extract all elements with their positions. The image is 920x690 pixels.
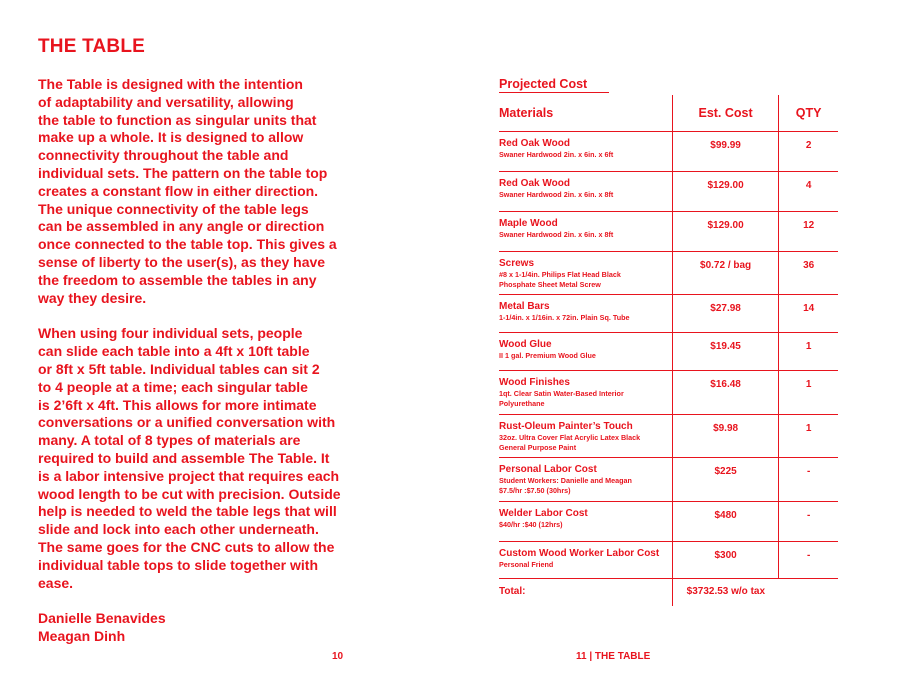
header-materials: Materials xyxy=(499,95,672,132)
est-cost-cell: $480 xyxy=(672,502,778,542)
cost-table xyxy=(499,95,838,606)
qty-cell: 1 xyxy=(779,415,838,458)
material-cell xyxy=(499,172,672,212)
material-name: Red Oak Wood xyxy=(499,178,570,189)
est-cost-cell: $300 xyxy=(672,542,778,579)
page-number-left: 10 xyxy=(332,651,344,662)
est-cost-cell: $16.48 xyxy=(672,371,778,415)
material-name: Personal Labor Cost xyxy=(499,464,597,475)
material-description: 32oz. Ultra Cover Flat Acrylic Latex Black General Purpose Paint xyxy=(499,433,641,452)
material-name: Maple Wood xyxy=(499,218,558,229)
material-description: 1-1/4in. x 1/16in. x 72in. Plain Sq. Tube xyxy=(499,313,630,322)
table-row xyxy=(499,212,838,252)
est-cost-cell: $129.00 xyxy=(672,212,778,252)
header-qty: QTY xyxy=(779,95,838,132)
material-name: Wood Finishes xyxy=(499,377,570,388)
material-cell xyxy=(499,252,672,295)
est-cost-cell: $129.00 xyxy=(672,172,778,212)
right-page xyxy=(499,75,839,606)
authors xyxy=(38,610,368,646)
material-cell xyxy=(499,371,672,415)
author-name: Meagan Dinh xyxy=(38,628,126,645)
material-name: Welder Labor Cost xyxy=(499,508,588,519)
body-paragraph-1: The Table is designed with the intention of adaptability and versatility, allowing the table to function as singular units that make up a whole. It is designed to allow connectivity throughout the table and individual sets. The pattern on the table top creates a constant flow in either direction. The unique connectivity of the table legs can be assembled in any angle or direction once connected to the table top. This gives a sense of liberty to the user(s), as they have the freedom to assemble the tables in any way they desire. xyxy=(38,76,337,306)
material-cell xyxy=(499,458,672,502)
page-title: THE TABLE xyxy=(38,36,145,57)
qty-cell: 1 xyxy=(779,333,838,371)
projected-cost-title: Projected Cost xyxy=(499,77,609,93)
table-header-row xyxy=(499,95,838,132)
material-name: Wood Glue xyxy=(499,339,552,350)
total-value: $3732.53 w/o tax xyxy=(672,579,778,607)
qty-cell: 4 xyxy=(779,172,838,212)
body-paragraph-2: When using four individual sets, people can slide each table into a 4ft x 10ft table or 8ft x 5ft table. Individual tables can sit 2 to 4 people at a time; each singular table is 2’6ft x 4ft. This allows for more intimate conversations or a unified conversation with many. A total of 8 types of materials are required to build and assemble The Table. It is a labor intensive project that requires each wood length to be cut with precision. Outside help is needed to weld the table legs that will slide and lock into each other underneath. The same goes for the CNC cuts to allow the individual table tops to slide together with ease. xyxy=(38,325,341,591)
material-cell xyxy=(499,295,672,333)
author-name: Danielle Benavides xyxy=(38,610,166,627)
qty-cell: 36 xyxy=(779,252,838,295)
est-cost-cell: $225 xyxy=(672,458,778,502)
material-name: Custom Wood Worker Labor Cost xyxy=(499,548,660,559)
material-description: II 1 gal. Premium Wood Glue xyxy=(499,351,596,360)
material-description: $40/hr :$40 (12hrs) xyxy=(499,520,563,529)
material-cell xyxy=(499,132,672,172)
cost-rows xyxy=(499,132,838,579)
material-cell xyxy=(499,502,672,542)
material-name: Metal Bars xyxy=(499,301,550,312)
est-cost-cell: $27.98 xyxy=(672,295,778,333)
page-number-right: 11 | THE TABLE xyxy=(576,651,651,662)
total-row xyxy=(499,579,838,607)
table-row xyxy=(499,415,838,458)
qty-cell: - xyxy=(779,502,838,542)
header-est-cost: Est. Cost xyxy=(672,95,778,132)
table-row xyxy=(499,542,838,579)
material-description: Personal Friend xyxy=(499,560,554,569)
table-row xyxy=(499,132,838,172)
table-row xyxy=(499,333,838,371)
table-row xyxy=(499,458,838,502)
qty-cell: 1 xyxy=(779,371,838,415)
qty-cell: - xyxy=(779,458,838,502)
material-description: Swaner Hardwood 2in. x 6in. x 8ft xyxy=(499,230,614,239)
material-description: 1qt. Clear Satin Water-Based Interior Polyurethane xyxy=(499,389,624,408)
material-name: Screws xyxy=(499,258,535,269)
est-cost-cell: $99.99 xyxy=(672,132,778,172)
est-cost-cell: $0.72 / bag xyxy=(672,252,778,295)
qty-cell: 14 xyxy=(779,295,838,333)
left-page xyxy=(38,36,368,646)
table-row xyxy=(499,295,838,333)
material-description: Swaner Hardwood 2in. x 6in. x 6ft xyxy=(499,150,614,159)
total-label: Total: xyxy=(499,586,526,597)
material-cell xyxy=(499,542,672,579)
table-row xyxy=(499,172,838,212)
qty-cell: 2 xyxy=(779,132,838,172)
material-name: Rust-Oleum Painter’s Touch xyxy=(499,421,633,432)
material-cell xyxy=(499,212,672,252)
est-cost-cell: $9.98 xyxy=(672,415,778,458)
table-row xyxy=(499,502,838,542)
table-row xyxy=(499,371,838,415)
qty-cell: - xyxy=(779,542,838,579)
table-row xyxy=(499,252,838,295)
material-description: Swaner Hardwood 2in. x 6in. x 8ft xyxy=(499,190,614,199)
material-cell xyxy=(499,415,672,458)
qty-cell: 12 xyxy=(779,212,838,252)
material-description: Student Workers: Danielle and Meagan $7.5/hr :$7.50 (30hrs) xyxy=(499,476,632,495)
material-name: Red Oak Wood xyxy=(499,138,570,149)
est-cost-cell: $19.45 xyxy=(672,333,778,371)
material-description: #8 x 1-1/4in. Philips Flat Head Black Phosphate Sheet Metal Screw xyxy=(499,270,621,289)
total-qty-empty xyxy=(779,579,838,607)
material-cell xyxy=(499,333,672,371)
